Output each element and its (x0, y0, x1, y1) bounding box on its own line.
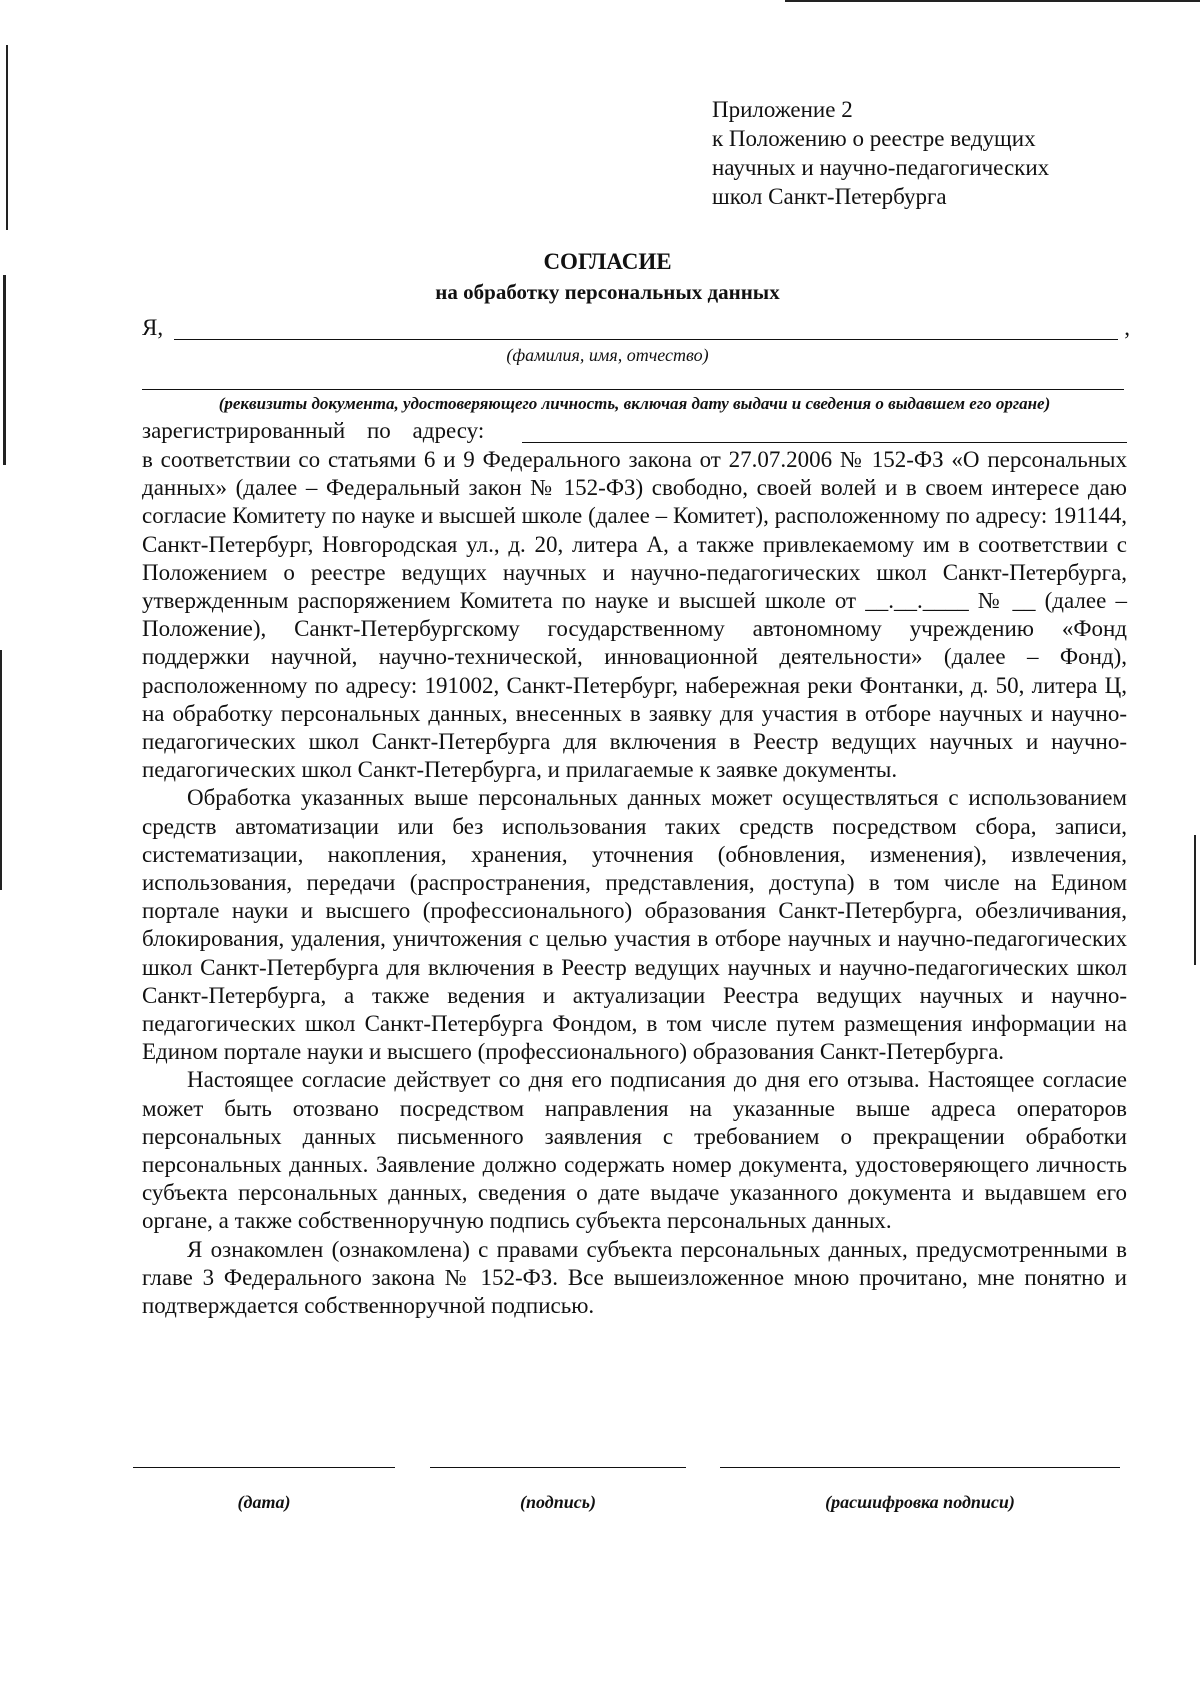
signature-field[interactable] (430, 1467, 686, 1513)
full-name-comma: , (1124, 315, 1130, 340)
appendix-note: Приложение 2 к Положению о реестре ведущих научных и научно-педагогических школ Санкт-Петербурга (712, 97, 1050, 209)
identity-document-caption: (реквизиты документа, удостоверяющего личность, включая дату выдачи и сведения о выдавшем его органе) (218, 394, 1051, 413)
signature-line[interactable] (430, 1467, 686, 1468)
date-field[interactable] (133, 1467, 395, 1513)
paragraph: в соответствии со статьями 6 и 9 Федерального закона от 27.07.2006 № 152-ФЗ «О персональных данных» (далее – Федеральный закон № 152-ФЗ) свободно, своей волей и в своем интересе даю согласие Комитету по науке и высшей школе (далее – Комитет), расположенному по адресу: 191144, Санкт-Петербург, Новгородская ул., д. 20, литера А, а также привлекаемому им в соответствии с Положением о реестре ведущих научных и научно-педагогических школ Санкт-Петербурга, утвержденным распоряжением Комитета по науке и высшей школе от __.__.____ № __ (далее – Положение), Санкт-Петербургскому государственному автономному учреждению «Фонд поддержки научной, научно-технической, инновационной деятельности» (далее – Фонд), расположенному по адресу: 191002, Санкт-Петербург, набережная реки Фонтанки, д. 50, литера Ц, на обработку персональных данных, внесенных в заявку для участия в отборе научных и научно-педагогических школ Санкт-Петербурга для включения в Реестр ведущих научных и научно-педагогических школ Санкт-Петербурга, и прилагаемые к заявке документы. (142, 447, 1127, 783)
paragraph: Настоящее согласие действует со дня его подписания до дня его отзыва. Настоящее согласие может быть отозвано посредством направления на указанные выше адреса операторов персональных данных письменного заявления с требованием о прекращении обработки персональных данных. Заявление должно содержать номер документа, удостоверяющего личность субъекта персональных данных, сведения о дате выдаче указанного документа и выдавшем его органе, а также собственноручную подпись субъекта персональных данных. (142, 1067, 1127, 1234)
registration-address-field[interactable] (142, 418, 1127, 444)
paragraph: Я ознакомлен (ознакомлена) с правами субъекта персональных данных, предусмотренными в главе 3 Федерального закона № 152-ФЗ. Все вышеизложенное мною прочитано, мне понятно и подтверждается собственноручной подписью. (142, 1236, 1127, 1319)
full-name-caption: (фамилия, имя, отчество) (506, 345, 709, 365)
registration-address-label: зарегистрированный по адресу: (142, 418, 485, 443)
identity-document-line[interactable] (142, 389, 1124, 390)
signature-transcript-caption: (расшифровка подписи) (825, 1492, 1015, 1512)
scan-edge-left (6, 45, 8, 230)
signature-transcript-line[interactable] (720, 1467, 1120, 1468)
full-name-field[interactable] (142, 313, 1130, 343)
document-title: СОГЛАСИЕ (543, 249, 672, 274)
full-name-label: Я, (142, 315, 164, 340)
signature-caption: (подпись) (520, 1492, 596, 1512)
paragraph: Обработка указанных выше персональных данных может осуществляться с использованием средств автоматизации или без использования таких средств посредством сбора, записи, систематизации, накопления, хранения, уточнения (обновления, изменения), извлечения, использования, передачи (распространения, представления, доступа) в том числе на Едином портале науки и высшего (профессионального) образования Санкт-Петербурга, обезличивания, блокирования, удаления, уничтожения с целью участия в отборе научных и научно-педагогических школ Санкт-Петербурга для включения в Реестр ведущих научных и научно-педагогических школ Санкт-Петербурга, а также ведения и актуализации Реестра ведущих научных и научно-педагогических школ Санкт-Петербурга Фондом, в том числе путем размещения информации на Едином портале науки и высшего (профессионального) образования Санкт-Петербурга. (142, 785, 1127, 1065)
date-line[interactable] (133, 1467, 395, 1468)
signature-transcript-field[interactable] (720, 1467, 1120, 1513)
scan-edge-left (0, 650, 2, 890)
scan-edge-top (785, 0, 1200, 2)
document-subtitle: на обработку персональных данных (435, 280, 780, 304)
full-name-line[interactable] (174, 339, 1118, 340)
signature-block (0, 1467, 1200, 1527)
date-caption: (дата) (237, 1492, 291, 1512)
consent-body (142, 446, 1127, 1320)
scan-edge-right (1194, 835, 1196, 965)
registration-address-line[interactable] (522, 442, 1127, 443)
